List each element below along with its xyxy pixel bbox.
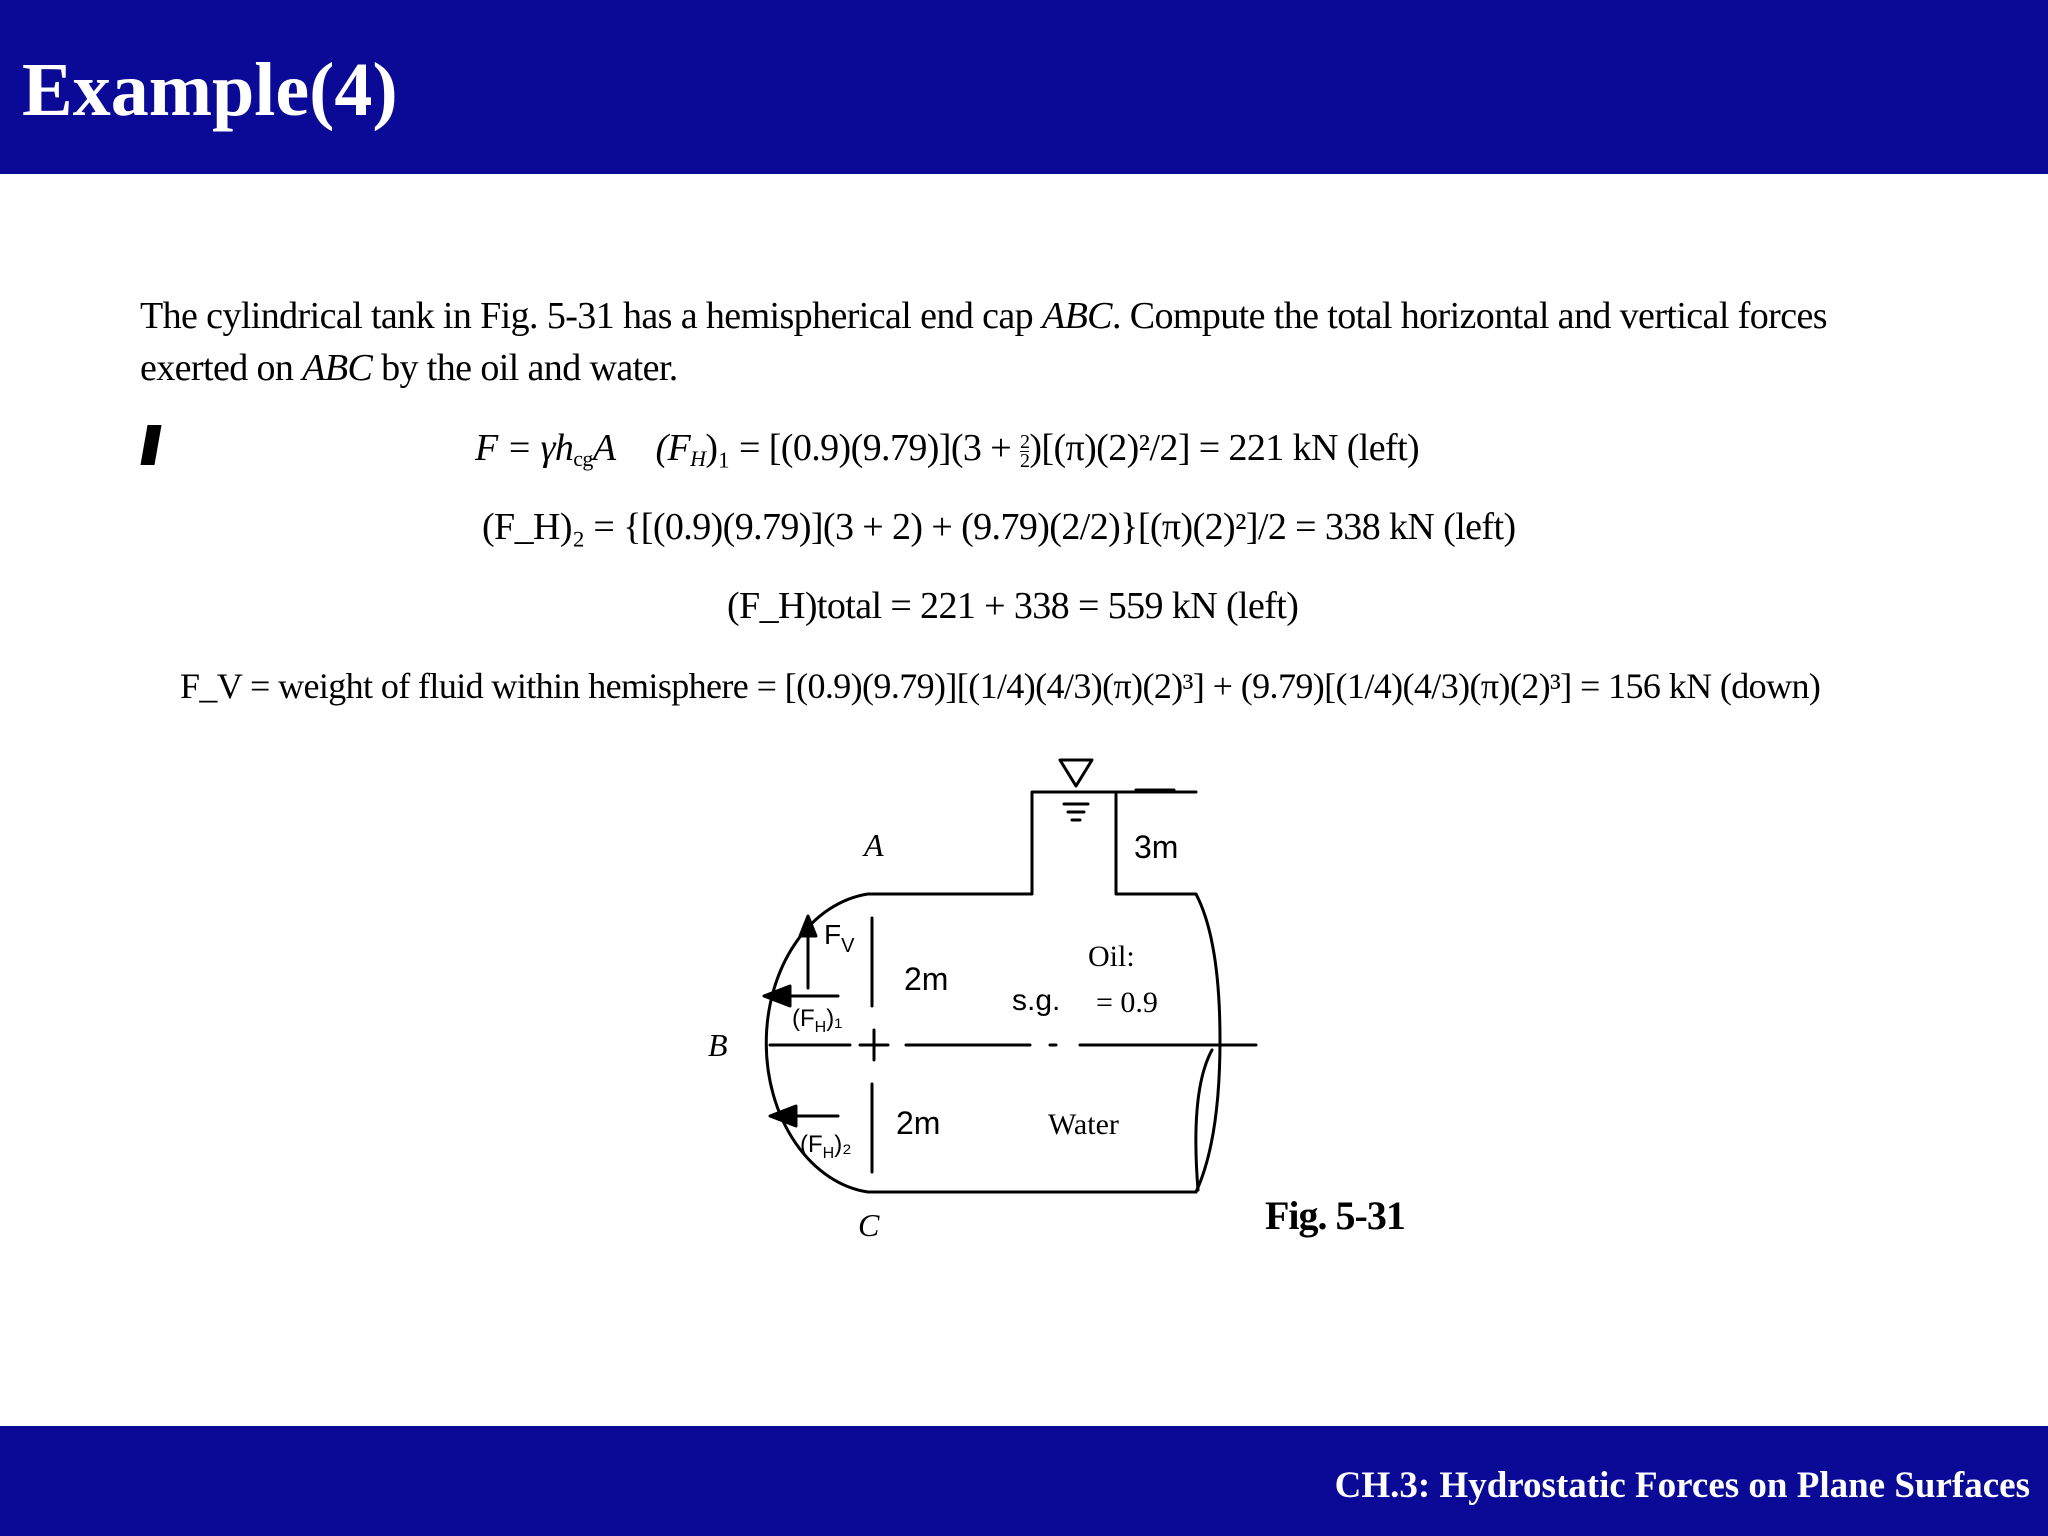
eq1-fh-sub: H xyxy=(690,446,706,471)
sg-value: = 0.9 xyxy=(1096,986,1158,1019)
equation-4: F_V = weight of fluid within hemisphere = [(0.9)(9.79)][(1/4)(4/3)(π)(2)³] + (9.79)[(1/4)(4/3)(π)(2)³] = 156 kN (down) xyxy=(180,666,1821,706)
eq1-fh: (F xyxy=(655,427,691,469)
eq1-tail: )[(π)(2)²/2] = 221 kN (left) xyxy=(1029,427,1420,469)
fv-arrowhead xyxy=(800,916,816,936)
problem-text-3: by the oil and water. xyxy=(372,347,678,389)
problem-abc-1: ABC xyxy=(1041,295,1112,337)
eq1-formula: F = γh xyxy=(475,427,574,469)
oil-label: Oil: xyxy=(1088,940,1135,973)
depth-water: 2m xyxy=(896,1105,941,1141)
slide-footer xyxy=(0,1426,2048,1536)
problem-text-2: . Compute the total horizontal and vertical forces exerted on xyxy=(140,295,1827,389)
equation-2: (F_H)₂ = {[(0.9)(9.79)](3 + 2) + (9.79)(2/2)}[(π)(2)²]/2 = 338 kN (left) xyxy=(482,506,1516,548)
depth-top: 3m xyxy=(1134,829,1179,865)
depth-oil: 2m xyxy=(904,961,949,997)
free-surface-lines xyxy=(1064,804,1088,820)
eq1-body: )₁ = [(0.9)(9.79)](3 + xyxy=(705,427,1020,469)
slide-title: Example(4) xyxy=(22,48,398,132)
free-surface-icon xyxy=(1060,760,1092,786)
fh2-label: $(F_H)_2$ xyxy=(800,1131,852,1162)
fh1-arrowhead xyxy=(764,986,790,1006)
sg-label: s.g. xyxy=(1012,984,1061,1017)
center-cross xyxy=(860,1030,888,1060)
eq1-fraction: $\frac{2}{2}$ xyxy=(1019,430,1030,472)
problem-abc-2: ABC xyxy=(302,347,373,389)
fh1-label: $(F_H)_1$ xyxy=(792,1005,843,1036)
eq1-formula-end: A xyxy=(592,427,616,469)
figure-label: Fig. 5-31 xyxy=(1265,1193,1405,1238)
label-a: A xyxy=(864,827,884,863)
eq1-formula-sub: cg xyxy=(573,446,593,471)
label-b: B xyxy=(708,1027,728,1063)
equation-3: (F_H)total = 221 + 338 = 559 kN (left) xyxy=(727,585,1299,627)
fv-label: $F_V$ xyxy=(824,919,855,957)
label-c: C xyxy=(858,1207,880,1243)
problem-text-1: The cylindrical tank in Fig. 5-31 has a hemispherical end cap xyxy=(140,295,1042,337)
footer-text: CH.3: Hydrostatic Forces on Plane Surfaces xyxy=(1334,1465,2030,1506)
water-label: Water xyxy=(1048,1108,1119,1141)
